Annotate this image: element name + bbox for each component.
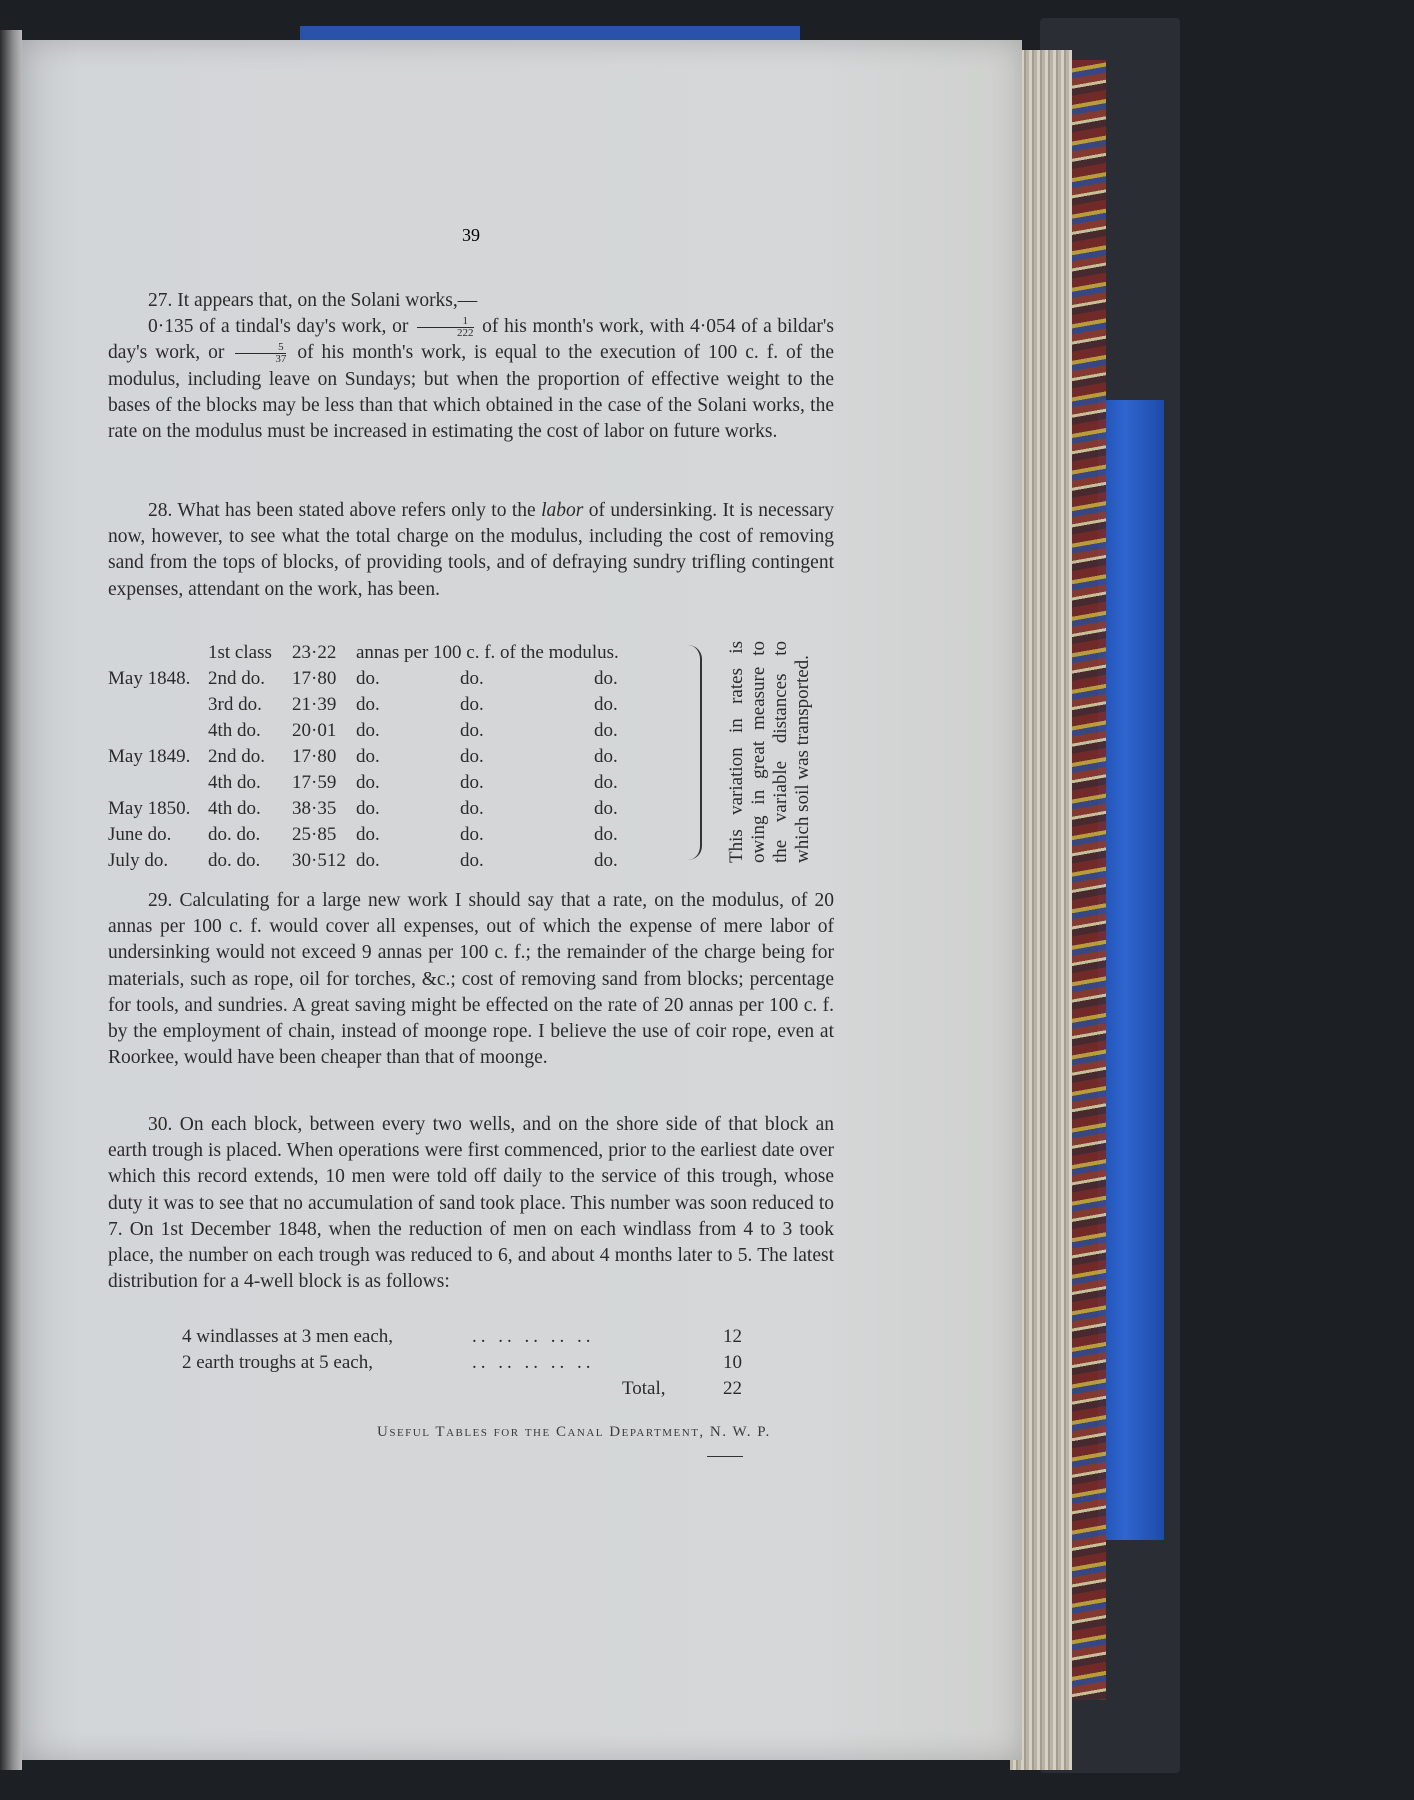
rates-value: 38·35 bbox=[292, 798, 337, 819]
rates-ditto1: do. bbox=[460, 694, 484, 715]
rates-row bbox=[108, 666, 619, 692]
rates-row bbox=[108, 692, 619, 718]
book-page bbox=[22, 40, 1022, 1760]
rates-unit: do. bbox=[356, 694, 380, 715]
rates-date: May 1848. bbox=[108, 668, 191, 689]
rates-date bbox=[108, 692, 208, 718]
rates-unit: annas per 100 c. f. of the modulus. bbox=[356, 642, 619, 663]
rates-date: July do. bbox=[108, 850, 169, 871]
rates-ditto1: do. bbox=[460, 668, 484, 689]
para27-text-c: of his month's work, is equal to the execution of 100 c. f. of the modulus, including leave on Sundays; but when the proportion of effective weight to the bases of the blocks may be less than that which obtained in the case of the Solani works, the rate on the modulus must be increased in estimating the cost of labor on future works. bbox=[108, 342, 835, 443]
rates-class: 2nd do. bbox=[208, 668, 265, 689]
rates-unit: do. bbox=[356, 668, 380, 689]
rates-class: 1st class bbox=[208, 642, 272, 663]
rates-value: 30·512 bbox=[292, 850, 346, 871]
paragraph-28 bbox=[108, 498, 834, 603]
rates-class: 2nd do. bbox=[208, 746, 265, 767]
page-footer: Useful Tables for the Canal Department, N. W. P. bbox=[377, 1424, 771, 1440]
rates-row bbox=[108, 796, 619, 822]
rates-date bbox=[108, 718, 208, 744]
tally-row-troughs bbox=[182, 1352, 742, 1378]
rates-ditto1: do. bbox=[460, 720, 484, 741]
rates-value: 20·01 bbox=[292, 720, 337, 741]
rates-value: 23·22 bbox=[292, 642, 337, 663]
paragraph-27 bbox=[108, 288, 834, 445]
rates-unit: do. bbox=[356, 746, 380, 767]
rates-ditto2: do. bbox=[594, 746, 618, 767]
facing-page-edge bbox=[0, 30, 22, 1770]
fraction-5-37: $\frac{5}{37}$ bbox=[235, 342, 286, 365]
rates-ditto2: do. bbox=[594, 824, 618, 845]
rates-value: 25·85 bbox=[292, 824, 337, 845]
para30-text: 30. On each block, between every two wells, and on the shore side of that block an earth trough is placed. When operations were first commenced, prior to the earliest date over which this record extends, 10 men were told off daily to the service of this trough, whose duty it was to see that no accumulation of sand took place. This number was soon reduced to 7. On 1st December 1848, when the reduction of men on each windlass from 4 to 3 took place, the number on each trough was reduced to 6, and about 4 months later to 5. The latest distribution for a 4-well block is as follows: bbox=[108, 1114, 834, 1293]
para27-body bbox=[108, 314, 834, 445]
rates-ditto2: do. bbox=[594, 850, 618, 871]
rates-ditto2: do. bbox=[594, 772, 618, 793]
sidenote-brace bbox=[682, 645, 702, 860]
rates-value: 21·39 bbox=[292, 694, 337, 715]
rates-unit: do. bbox=[356, 850, 380, 871]
tally-row1-value: 12 bbox=[723, 1326, 742, 1347]
page-number: 39 bbox=[462, 225, 480, 245]
tally-row-windlasses bbox=[182, 1326, 742, 1352]
rates-date bbox=[108, 770, 208, 796]
rates-class: do. do. bbox=[208, 850, 261, 871]
rates-ditto2: do. bbox=[594, 720, 618, 741]
tally-row-total bbox=[182, 1378, 742, 1404]
tally-row1-dots: .. .. .. .. .. bbox=[472, 1326, 595, 1347]
rates-date bbox=[108, 640, 208, 666]
rates-ditto1: do. bbox=[460, 746, 484, 767]
tally-row1-label: 4 windlasses at 3 men each, bbox=[182, 1326, 394, 1347]
rates-class: do. do. bbox=[208, 824, 261, 845]
rates-date: June do. bbox=[108, 824, 172, 845]
rates-row bbox=[108, 848, 619, 874]
rates-ditto2: do. bbox=[594, 798, 618, 819]
rates-ditto1: do. bbox=[460, 850, 484, 871]
rates-row bbox=[108, 718, 619, 744]
para28-italic-labor: labor bbox=[541, 500, 584, 521]
tally-row2-label: 2 earth troughs at 5 each, bbox=[182, 1352, 373, 1373]
para28-text-a: 28. What has been stated above refers only to the bbox=[148, 500, 536, 521]
total-rule bbox=[707, 1456, 743, 1483]
rates-class: 4th do. bbox=[208, 798, 261, 819]
cover-blue-spine bbox=[1098, 400, 1164, 1540]
para27-text-b: of his month's work, with 4·054 of a bildar's day's work, or bbox=[108, 316, 835, 364]
rates-value: 17·80 bbox=[292, 746, 337, 767]
rates-row bbox=[108, 770, 619, 796]
distribution-tally bbox=[182, 1326, 742, 1431]
para29-text: 29. Calculating for a large new work I should say that a rate, on the modulus, of 20 annas per 100 c. f. would cover all expenses, out of which the expense of mere labor of undersinking would not exceed 9 annas per 100 c. f.; the remainder of the charge being for materials, such as rope, oil for torches, &c.; cost of removing sand from blocks; percentage for tools, and sundries. A great saving might be effected on the rate of 20 annas per 100 c. f. by the employment of chain, instead of moonge rope. I believe the use of coir rope, even at Roorkee, would have been cheaper than that of moonge. bbox=[108, 890, 834, 1069]
marbled-edge bbox=[1068, 60, 1106, 1700]
rates-row bbox=[108, 744, 619, 770]
rates-class: 4th do. bbox=[208, 720, 261, 741]
tally-row2-dots: .. .. .. .. .. bbox=[472, 1352, 595, 1373]
rates-unit: do. bbox=[356, 798, 380, 819]
sidenote-text: This variation in rates is owing in great measure to the variable distances to which soil was transported. bbox=[726, 641, 813, 863]
rates-value: 17·59 bbox=[292, 772, 337, 793]
para27-lead: 27. It appears that, on the Solani works,— bbox=[148, 290, 478, 311]
paragraph-30 bbox=[108, 1112, 834, 1295]
tally-total-label: Total, bbox=[622, 1378, 666, 1399]
rates-class: 4th do. bbox=[208, 772, 261, 793]
para27-text-a: 0·135 of a tindal's day's work, or bbox=[148, 316, 409, 338]
rates-ditto1: do. bbox=[460, 798, 484, 819]
rates-unit: do. bbox=[356, 720, 380, 741]
rates-unit: do. bbox=[356, 772, 380, 793]
rates-class: 3rd do. bbox=[208, 694, 262, 715]
rates-row bbox=[108, 640, 619, 666]
rates-ditto1: do. bbox=[460, 824, 484, 845]
rates-date: May 1850. bbox=[108, 798, 191, 819]
tally-row2-value: 10 bbox=[723, 1352, 742, 1373]
para28-text-b: of undersinking. It is necessary now, however, to see what the total charge on the modulus, including the cost of removing sand from the tops of blocks, of providing tools, and of defraying sundry trifling contingent expenses, attendant on the work, has been. bbox=[108, 500, 835, 600]
tally-total-value: 22 bbox=[723, 1378, 742, 1399]
sidenote bbox=[714, 640, 824, 862]
rates-ditto1: do. bbox=[460, 772, 484, 793]
rates-ditto2: do. bbox=[594, 668, 618, 689]
rates-table bbox=[108, 640, 619, 874]
rates-value: 17·80 bbox=[292, 668, 337, 689]
fraction-1-222: $\frac{1}{222}$ bbox=[417, 316, 474, 339]
rates-date: May 1849. bbox=[108, 746, 191, 767]
rates-row bbox=[108, 822, 619, 848]
rates-unit: do. bbox=[356, 824, 380, 845]
rates-ditto2: do. bbox=[594, 694, 618, 715]
paragraph-29 bbox=[108, 888, 834, 1071]
